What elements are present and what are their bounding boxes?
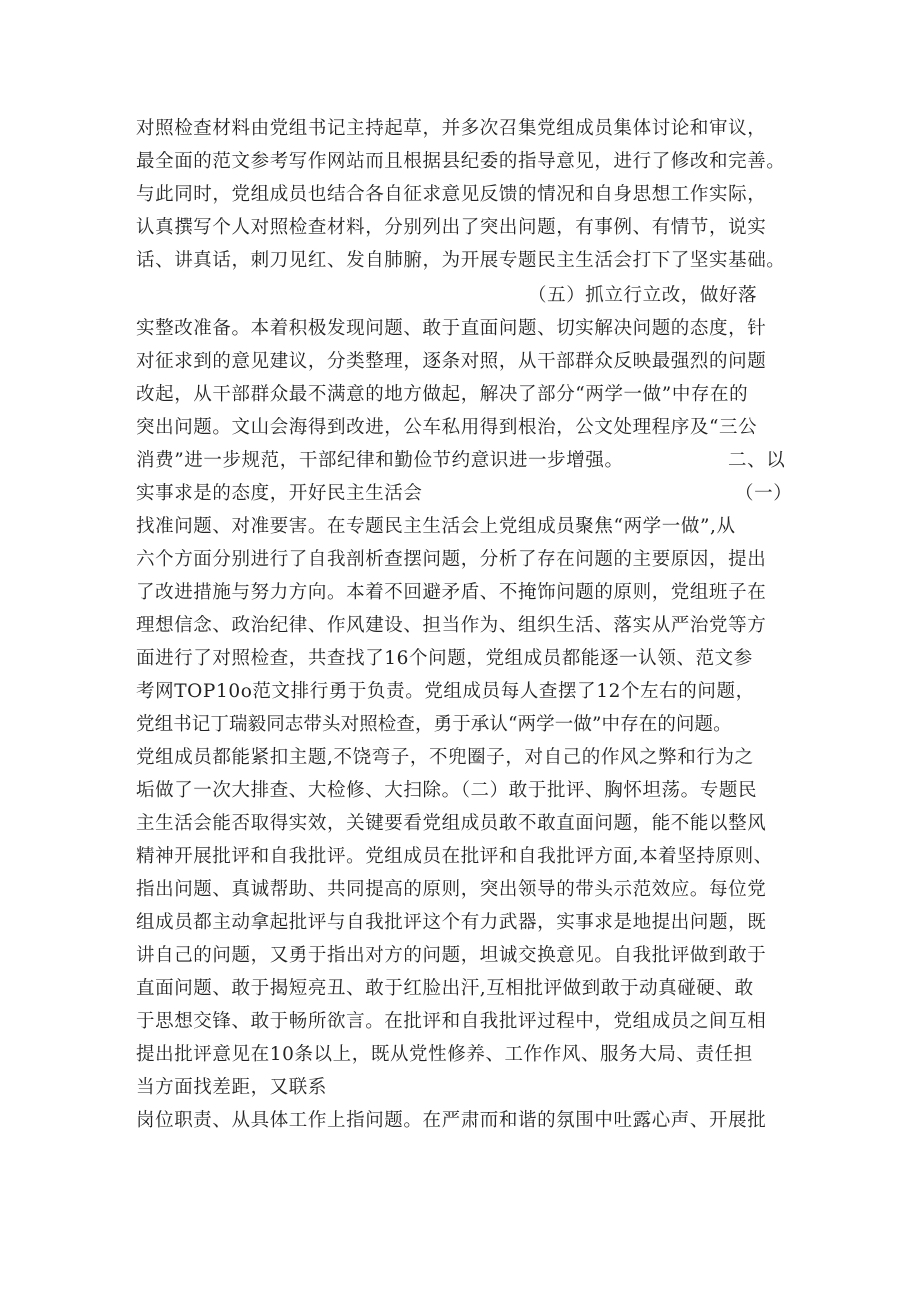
text-line: 消费”进一步规范，干部纪律和勤俭节约意识进一步增强。 xyxy=(136,450,624,471)
subsection-heading: （一） xyxy=(735,483,793,504)
text-line: 组成员都主动拿起批评与自我批评这个有力武器，实事求是地提出问题，既 xyxy=(136,912,767,933)
text-line: 主生活会能否取得实效，关键要看党组成员敢不敢直面问题，能不能以整风 xyxy=(136,813,767,834)
text-line: 党组书记丁瑞毅同志带头对照检查，勇于承认“两学一做”中存在的问题。 xyxy=(136,714,732,735)
text-line: 当方面找差距，又联系 xyxy=(136,1077,328,1098)
text-line: 考网TOP10o范文排行勇于负责。党组成员每人查摆了12个左右的问题， xyxy=(136,681,755,702)
text-line: 突出问题。文山会海得到改进，公车私用得到根治，公文处理程序及“三公 xyxy=(136,417,758,438)
text-line: 于思想交锋、敢于畅所欲言。在批评和自我批评过程中，党组成员之间互相 xyxy=(136,1011,767,1032)
text-line: 话、讲真话，刺刀见红、发自肺腑，为开展专题民主生活会打下了坚实基础。 xyxy=(136,250,786,271)
section-heading: 二、以 xyxy=(728,450,786,471)
text-line: 提出批评意见在10条以上，既从党性修养、工作作风、服务大局、责任担 xyxy=(136,1044,753,1065)
text-line: 六个方面分别进行了自我剖析查摆问题，分析了存在问题的主要原因，提出 xyxy=(136,549,767,570)
text-line: 理想信念、政治纪律、作风建设、担当作为、组织生活、落实从严治党等方 xyxy=(136,615,767,636)
text-line: 与此同时，党组成员也结合各自征求意见反馈的情况和自身思想工作实际， xyxy=(136,184,767,205)
text-line: 实整改准备。本着积极发现问题、敢于直面问题、切实解决问题的态度，针 xyxy=(136,318,767,339)
text-line: 对征求到的意见建议，分类整理，逐条对照，从干部群众反映最强烈的问题 xyxy=(136,351,767,372)
text-line: 指出问题、真诚帮助、共同提高的原则，突出领导的带头示范效应。每位党 xyxy=(136,879,767,900)
text-line: 直面问题、敢于揭短亮丑、敢于红脸出汗,互相批评做到敢于动真碰硬、敢 xyxy=(136,978,754,999)
text-line: 精神开展批评和自我批评。党组成员在批评和自我批评方面,本着坚持原则、 xyxy=(136,846,773,867)
text-line: 了改进措施与努力方向。本着不回避矛盾、不掩饰问题的原则，党组班子在 xyxy=(136,582,767,603)
text-line: 改起，从干部群众最不满意的地方做起，解决了部分“两学一做”中存在的 xyxy=(136,384,749,405)
text-line: 党组成员都能紧扣主题,不饶弯子，不兜圈子，对自己的作风之弊和行为之 xyxy=(136,747,754,768)
section-heading: （五）抓立行立改，做好落 xyxy=(528,285,758,306)
text-line: 对照检查材料由党组书记主持起草，并多次召集党组成员集体讨论和审议， xyxy=(136,118,767,139)
text-line: 讲自己的问题，又勇于指出对方的问题，坦诚交换意见。自我批评做到敢于 xyxy=(136,945,767,966)
text-line: 垢做了一次大排查、大检修、大扫除。（二）敢于批评、胸怀坦荡。专题民 xyxy=(136,780,758,801)
text-line: 岗位职责、从具体工作上指问题。在严肃而和谐的氛围中吐露心声、开展批 xyxy=(136,1110,767,1131)
text-line: 最全面的范文参考写作网站而且根据县纪委的指导意见，进行了修改和完善。 xyxy=(136,151,786,172)
text-line: 面进行了对照检查，共查找了16个问题，党组成员都能逐一认领、范文参 xyxy=(136,648,753,669)
section-heading: 实事求是的态度，开好民主生活会 xyxy=(136,483,423,504)
text-line: 认真撰写个人对照检查材料，分别列出了突出问题，有事例、有情节，说实 xyxy=(136,217,767,238)
text-line: 找准问题、对准要害。在专题民主生活会上党组成员聚焦“两学一做”,从 xyxy=(136,516,736,537)
